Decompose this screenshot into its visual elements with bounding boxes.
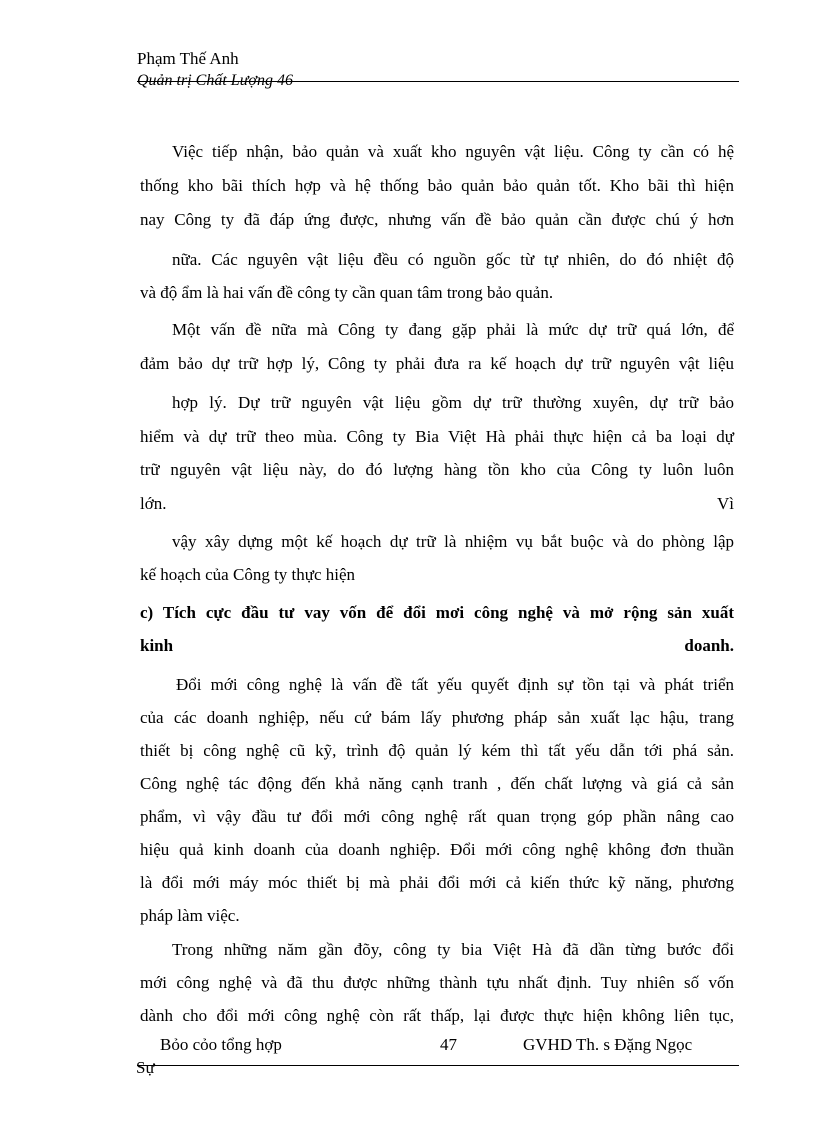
text-line: hiểm và dự trữ theo mùa. Công ty Bia Việt Hà phải thực hiện cả ba loại dự xyxy=(140,427,734,446)
text-line: nữa. Các nguyên vật liệu đều có nguồn gốc từ tự nhiên, do đó nhiệt độ xyxy=(172,250,734,269)
text-line: hợp lý. Dự trữ nguyên vật liệu gồm dự trữ thường xuyên, dự trữ bảo xyxy=(172,393,734,412)
footer-supervisor-cont: Sự xyxy=(136,1058,155,1077)
text-line: thống kho bãi thích hợp và hệ thống bảo quản bảo quản tốt. Kho bãi thì hiện xyxy=(140,176,734,195)
text-line: trữ nguyên vật liệu này, do đó lượng hàng tồn kho của Công ty luôn luôn xyxy=(140,460,734,479)
text-line: và độ ẩm là hai vấn đề công ty cần quan tâm trong bảo quản. xyxy=(140,283,554,302)
text-line: Công nghệ tác động đến khả năng cạnh tranh , đến chất lượng và giá cả sản xyxy=(140,774,734,793)
footer-title: Bỏo cỏo tổng hợp xyxy=(160,1035,282,1054)
text-line: lớn. xyxy=(140,494,167,513)
footer-rule xyxy=(137,1065,739,1066)
text-line: Một vấn đề nữa mà Công ty đang gặp phải là mức dự trữ quá lớn, để xyxy=(172,320,734,339)
text-line: là đổi mới máy móc thiết bị mà phải đổi mới cả kiến thức kỹ năng, phương xyxy=(140,873,734,892)
text-line: dành cho đổi mới công nghệ còn rất thấp, lại được thực hiện không liên tục, xyxy=(140,1006,734,1025)
section-heading-cont: doanh. xyxy=(684,636,734,655)
text-line: hiệu quả kinh doanh của doanh nghiệp. Đổi mới công nghệ không đơn thuần xyxy=(140,840,734,859)
text-line: đảm bảo dự trữ hợp lý, Công ty phải đưa ra kế hoạch dự trữ nguyên vật liệu xyxy=(140,354,734,373)
text-line: của các doanh nghiệp, nếu cứ bám lấy phương pháp sản xuất lạc hậu, trang xyxy=(140,708,734,727)
text-line: phẩm, vì vậy đầu tư đổi mới công nghệ rất quan trọng góp phần nâng cao xyxy=(140,807,734,826)
section-heading: c) Tích cực đầu tư vay vốn để đổi mơi công nghệ và mở rộng sản xuất xyxy=(140,603,734,622)
header-author: Phạm Thế Anh xyxy=(137,49,239,68)
text-line: nay Công ty đã đáp ứng được, nhưng vấn đề bảo quản cần được chú ý hơn xyxy=(140,210,734,229)
header-department: Quản trị Chất Lượng 46 xyxy=(137,72,293,89)
page-number: 47 xyxy=(440,1035,457,1054)
text-line: Trong những năm gần đõy, công ty bia Việt Hà đã dần từng bước đổi xyxy=(172,940,734,959)
text-line: Đổi mới công nghệ là vấn đề tất yếu quyết định sự tồn tại và phát triển xyxy=(176,675,734,694)
text-line: vậy xây dựng một kế hoạch dự trữ là nhiệm vụ bắt buộc và do phòng lập xyxy=(172,532,734,551)
text-line: Vì xyxy=(717,494,734,513)
text-line: kế hoạch của Công ty thực hiện xyxy=(140,565,356,584)
header-rule xyxy=(137,81,739,82)
text-line: Việc tiếp nhận, bảo quản và xuất kho nguyên vật liệu. Công ty cần có hệ xyxy=(172,142,734,161)
text-line: thiết bị công nghệ cũ kỹ, trình độ quản lý kém thì tất yếu dẫn tới phá sản. xyxy=(140,741,734,760)
text-line: mới công nghệ và đã thu được những thành tựu nhất định. Tuy nhiên số vốn xyxy=(140,973,734,992)
section-heading-cont: kinh xyxy=(140,636,174,655)
footer-supervisor: GVHD Th. s Đặng Ngọc xyxy=(523,1035,693,1054)
text-line: pháp làm việc. xyxy=(140,906,240,925)
